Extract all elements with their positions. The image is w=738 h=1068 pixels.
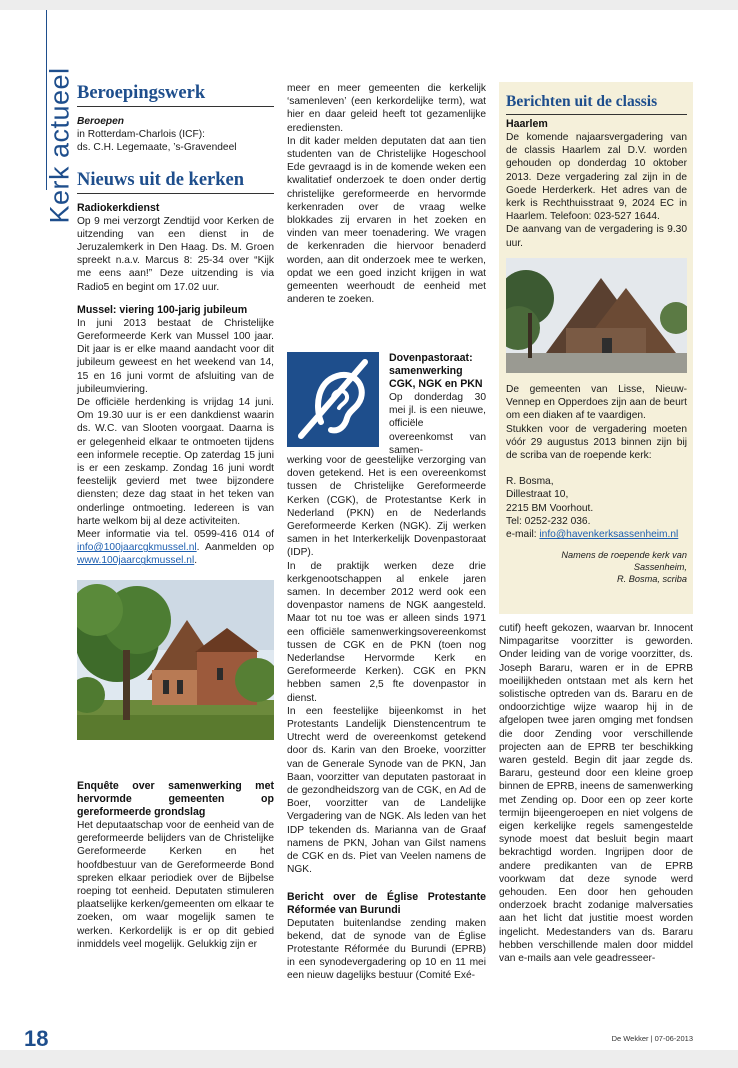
caption-line-1: Namens de roepende kerk van Sassenheim, xyxy=(561,550,687,573)
mussel-email-link[interactable]: info@100jaarcgkmussel.nl xyxy=(77,542,197,554)
addr-email xyxy=(506,528,687,541)
column-1 xyxy=(77,82,274,951)
classis-p2: De aanvang van de vergadering is 9.30 uur. xyxy=(506,224,687,249)
heading-beroepingswerk: Beroepingswerk xyxy=(77,82,274,107)
caption-line-2: R. Bosma, scriba xyxy=(617,574,687,585)
doven-p2: In de praktijk werken deze drie kerkgenootschappen al enkele jaren samen. In december 2012 werd ook een dovenpastor namens de NGK aangesteld. Maar tot nu toe was er alleen sinds 1971 een officiële samenwerkingsovereenkomst tussen de CGK en de PKN (toen nog Nederlandse Hervormde Kerk en Gereformeerde Kerken). CGK en PKN hebben samen 2,5 fte dovenpastor in dienst. xyxy=(287,560,486,704)
beroepen-label: Beroepen xyxy=(77,116,124,127)
haarlem-title: Haarlem xyxy=(506,118,548,130)
enquete-cont-p1: meer en meer gemeenten die kerkelijk ‘samenleven’ (een kerkordelijke term), wat hier en daar geleid heeft tot gezamenlijke erediensten. xyxy=(287,83,486,134)
burundi-text: Deputaten buitenlandse zending maken bekend, dat de synode van de Église Protestante Réformée du Burundi (EPRB) in een synodevergadering op 10 en 11 mei een nieuw dagelijks bestuur (Comité Exé- xyxy=(287,917,486,982)
issue-info: De Wekker | 07-06-2013 xyxy=(611,1034,693,1043)
radio-title: Radiokerkdienst xyxy=(77,201,160,214)
addr-line-4: Tel: 0252-232 036. xyxy=(506,515,591,527)
classis-p4: Stukken voor de vergadering moeten vóór 29 augustus 2013 binnen zijn bij de scriba van de roepende kerk: xyxy=(506,423,687,462)
mussel-p2: De officiële herdenking is vrijdag 14 juni. Om 19.30 uur is er een dankdienst waarin ds. W.C. van Slooten voorgaat. Daarna is er gelegenheid elkaar te ontmoeten tijdens een informele receptie. Op zaterdag 15 juni is er een zeskamp. Zondag 16 juni wordt feestelijk gevierd met twee bijzondere diensten; deze dag staat in het teken van onderlinge ontmoeting. Iedereen is van harte welkom bij al deze activiteiten. xyxy=(77,397,274,527)
doven-p3: In een feestelijke bijeenkomst in het Protestants Landelijk Dienstencentrum te Utrecht werd de overeenkomst getekend door ds. Karin van den Broeke, voorzitter van de Generale Synode van de PKN, Jan Baan, voorzitter van deputaten pastoraat in de gezondheidszorg van de CGK, en Ad de Boer, voorzitter van de Landelijke Vergadering van de NGK. Als leden van het IDP tekenden ds. Marianna van de Graaf namens de PKN, Johan van Gilst namens de CGK en ds. Piet van Veelen namens de NGK. xyxy=(287,705,486,876)
addr-line-2: Dillestraat 10, xyxy=(506,489,569,501)
classis-email-link[interactable]: info@havenkerksassenheim.nl xyxy=(539,529,679,541)
enquete-title: Enquête over samenwerking met hervormde gemeenten op gereformeerde grondslag xyxy=(77,779,274,818)
doven-title-2: samenwerking xyxy=(389,365,463,377)
doven-side-text: Op donderdag 30 mei jl. is een nieuwe, officiële overeenkomst van samen- xyxy=(389,392,486,456)
section-rail-title: Kerk actueel xyxy=(44,67,75,224)
beroepen-line-1: in Rotterdam-Charlois (ICF): xyxy=(77,129,205,141)
mussel-p3 xyxy=(77,528,274,568)
column-2 xyxy=(287,82,486,306)
hearing-impaired-icon xyxy=(287,352,379,447)
church-photo-haarlem xyxy=(506,258,687,373)
doven-title-3: CGK, NGK en PKN xyxy=(389,378,483,390)
classis-sidebox xyxy=(499,82,693,614)
mussel-p3-end: . xyxy=(194,555,198,567)
doven-body xyxy=(287,454,486,983)
burundi-title: Bericht over de Église Protestante Réformée van Burundi xyxy=(287,890,486,916)
radio-text: Op 9 mei verzorgt Zendtijd voor Kerken de uitzending van een dienst in de Jeruzalemkerk in Den Haag. Ds. M. Groen spreekt n.a.v. Marcus 8: 25-34 over “Kijk me eens aan!” Deze uitzending is via Radio5 en begint om 17.02 uur. xyxy=(77,215,274,293)
mussel-title: Mussel: viering 100-jarig jubileum xyxy=(77,303,248,316)
addr-line-1: R. Bosma, xyxy=(506,476,554,488)
doven-text: werking voor de geestelijke verzorging van doven getekend. Het is een overeenkomst tussen de Christelijke Gereformeerde Kerken (CGK), de Protestantse Kerk in Nederland (PKN) en de Nederlands Gereformeerde Kerken (NGK). Zij werken samen in het Interkerkelijk Dovenpastoraat (IDP). xyxy=(287,455,486,559)
church-photo-mussel xyxy=(77,580,274,740)
column-3-continuation xyxy=(499,622,693,965)
doven-side xyxy=(389,352,486,457)
mussel-p3-text: Meer informatie via tel. 0599-416 014 of xyxy=(77,529,274,541)
classis-p1: De komende najaarsvergadering van de classis Haarlem zal D.V. worden gehouden op donderdag 10 oktober 2013. Deze vergadering zal zijn in de Goede Herderkerk. Het adres van de kerk is Rechthuisstraat 9, 2024 EC in Haarlem. Telefoon: 023-527 1644. xyxy=(506,132,687,223)
magazine-page xyxy=(0,10,738,1050)
email-label: e-mail: xyxy=(506,529,540,541)
heading-classis: Berichten uit de classis xyxy=(506,92,687,115)
classis-p3: De gemeenten van Lisse, Nieuw-Vennep en Opperdoes zijn aan de beurt om een diaken af te vaardigen. xyxy=(506,384,687,422)
classis-caption xyxy=(506,549,687,585)
mussel-web-link[interactable]: www.100jaarcgkmussel.nl xyxy=(77,555,195,567)
mussel-p3-mid: . Aanmelden op xyxy=(196,542,274,554)
page-number: 18 xyxy=(24,1026,49,1051)
enquete-text: Het deputaatschap voor de eenheid van de gereformeerde belijders van de Christelijke Gereformeerde Kerken en het hoofdbestuur van de Gereformeerde Bond spreken elkaar periodiek over de Bijbelse roeping tot eenheid. Deputaten stimuleren plaatselijke kerken/gemeenten om elkaar te zoeken, om waar mogelijk samen te werken. Kerkordelijk is er op dit gebied inmiddels veel mogelijk. Gelukkig zijn er xyxy=(77,819,274,950)
burundi-cont: cutif) heeft gekozen, waarvan br. Innocent Nimpagaritse voorzitter is geworden. Onder leiding van de vorige voorzitter, ds. Joseph Bararu, waren er in de EPRB moeilijkheden ontstaan met als kern het solistische optreden van ds. Bararu en de ondoorzichtige wijze waarop hij in de afgelopen twee jaren omging met fondsen die door Zending voor verschillende projecten aan de EPRB ter beschikking waren gesteld. Begin dit jaar zegde ds. Bararu, gesteund door een kleine groep binnen de EPRB, ineens de samenwerking met Zending op. Door een op zeer korte termijn bijeengeroepen en niet volgens de eigen kerkelijke regels samengestelde synode moest dat besluit begin maart bekrachtigd worden. Ingrijpen door de andere predikanten van de EPRB voorkwam dat deze synode werd gehouden. Een door hen gehouden onderzoek bracht zodanige malversaties aan het licht dat justitie moest worden ingelicht. Medestanders van ds. Bararu hebben verschillende malen door middel van e-mails aan vele geadresseer- xyxy=(499,623,693,965)
doven-title-1: Dovenpastoraat: xyxy=(389,352,473,364)
addr-line-3: 2215 BM Voorhout. xyxy=(506,502,594,514)
mussel-p1: In juni 2013 bestaat de Christelijke Gereformeerde Kerk van Mussel 100 jaar. Dit jaar is er elke maand aandacht voor dit jubileum geweest en het weekend van 14, 15 en 16 juni vormt de afsluiting van de jubileumviering. xyxy=(77,317,274,395)
heading-nieuws: Nieuws uit de kerken xyxy=(77,169,274,194)
beroepen-line-2: ds. C.H. Legemaate, ’s-Gravendeel xyxy=(77,142,237,154)
enquete-cont-p2: In dit kader melden deputaten dat aan tien studenten van de Christelijke Hogeschool Ede gevraagd is in de komende weken een kwalitatief onderzoek te doen onder dertig christelijke gereformeerde en hervormde kerkenraden over de vraag welke blokkades zij ervaren in het zoeken en vinden van meer toenadering. We vragen de kerkenraden die hiervoor benaderd worden, aan dit onderzoek mee te werken, opdat we een goed inzicht krijgen in wat gemeenten weerhoudt de eenheid met anderen te zoeken. xyxy=(287,135,486,306)
